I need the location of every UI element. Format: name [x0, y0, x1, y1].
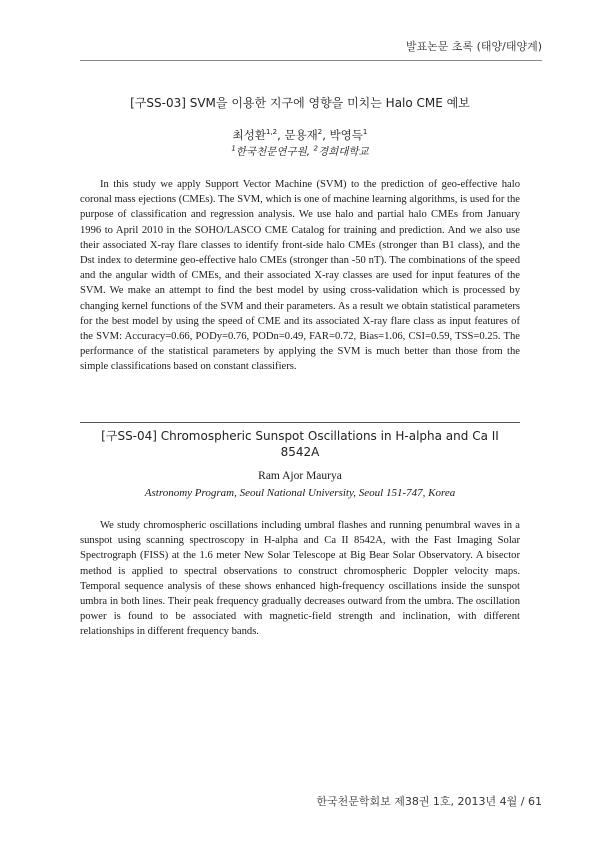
affiliation: $^2$경희대학교	[313, 144, 369, 158]
paper1-abstract: In this study we apply Support Vector Machine (SVM) to the prediction of geo-effective halo coronal mass ejections (CMEs). The SVM, which is one of machine learning algorithms, is used for the purpose of classification and regression analysis. We use halo and partial halo CMEs from January 1996 to April 2010 in the SOHO/LASCO CME Catalog for training and prediction. And we also use their associated X-ray flare classes to identify front-side halo CMEs (stronger than B1 class), and the Dst index to determine geo-effective halo CMEs (stronger than -50 nT). The combinations of the speed and the angular width of CMEs, and their associated X-ray classes are used for input features of the SVM. We make an attempt to find the best model by using cross-validation which is processed by changing kernel functions of the SVM and their parameters. As a result we obtain statistical parameters for the best model by using the speed of CME and its associated X-ray flare class as input features of the SVM: Accuracy=0.66, PODy=0.76, PODn=0.49, FAR=0.72, Bias=1.06, CSI=0.59, TSS=0.25. The performance of the statistical parameters by applying the SVM is much better than those from the simple classifications based on constant classifiers.	[80, 179, 520, 373]
paper1-title-text: SVM을 이용한 지구에 영향을 미치는 Halo CME 예보	[189, 96, 470, 110]
paper2-code: [구SS-04]	[101, 429, 157, 443]
paper2-author: Ram Ajor Maurya	[258, 470, 342, 482]
author: 박영득$^1$	[329, 128, 368, 142]
header-rule	[80, 60, 542, 61]
section-divider	[80, 422, 520, 423]
page-footer: 한국천문학회보 제38권 1호, 2013년 4월 / 61	[316, 795, 542, 808]
paper2-affiliation: Astronomy Program, Seoul National University, Seoul 151-747, Korea	[144, 487, 456, 499]
paper2-title	[80, 428, 520, 460]
paper1-code: [구SS-03]	[130, 96, 186, 110]
paper2-abstract: We study chromospheric oscillations including umbral flashes and running penumbral waves in a sunspot using scanning spectroscopy in H-alpha and Ca II 8542A, with the Fast Imaging Solar Spectrograph (FISS) at the 1.6 meter New Solar Telescope at Big Bear Solar Observatory. A bisector method is applied to spectral observations to construct chromospheric Doppler velocity maps. Temporal sequence analysis of these shows enhanced high-frequency oscillations inside the sunspot umbra in both lines. Their peak frequency gradually decreases outward from the umbra. The oscillation power is found to be associated with magnetic-field strength and inclination, with different relationships in different frequency bands.	[80, 520, 520, 638]
paper1-authors: 최성환$^{1,2}$, 문용재$^2$, 박영득$^1$	[232, 128, 368, 142]
author: 문용재$^2$	[284, 128, 323, 142]
running-header: 발표논문 초록 (태양/태양계)	[405, 40, 542, 53]
paper2-title-text: Chromospheric Sunspot Oscillations in H-alpha and Ca II 8542A	[160, 429, 499, 459]
author: 최성환$^{1,2}$	[232, 128, 278, 142]
paper1-affiliations: $^1$한국천문연구원, $^2$경희대학교	[231, 144, 369, 158]
paper1-title	[80, 95, 520, 111]
affiliation: $^1$한국천문연구원	[231, 144, 307, 158]
